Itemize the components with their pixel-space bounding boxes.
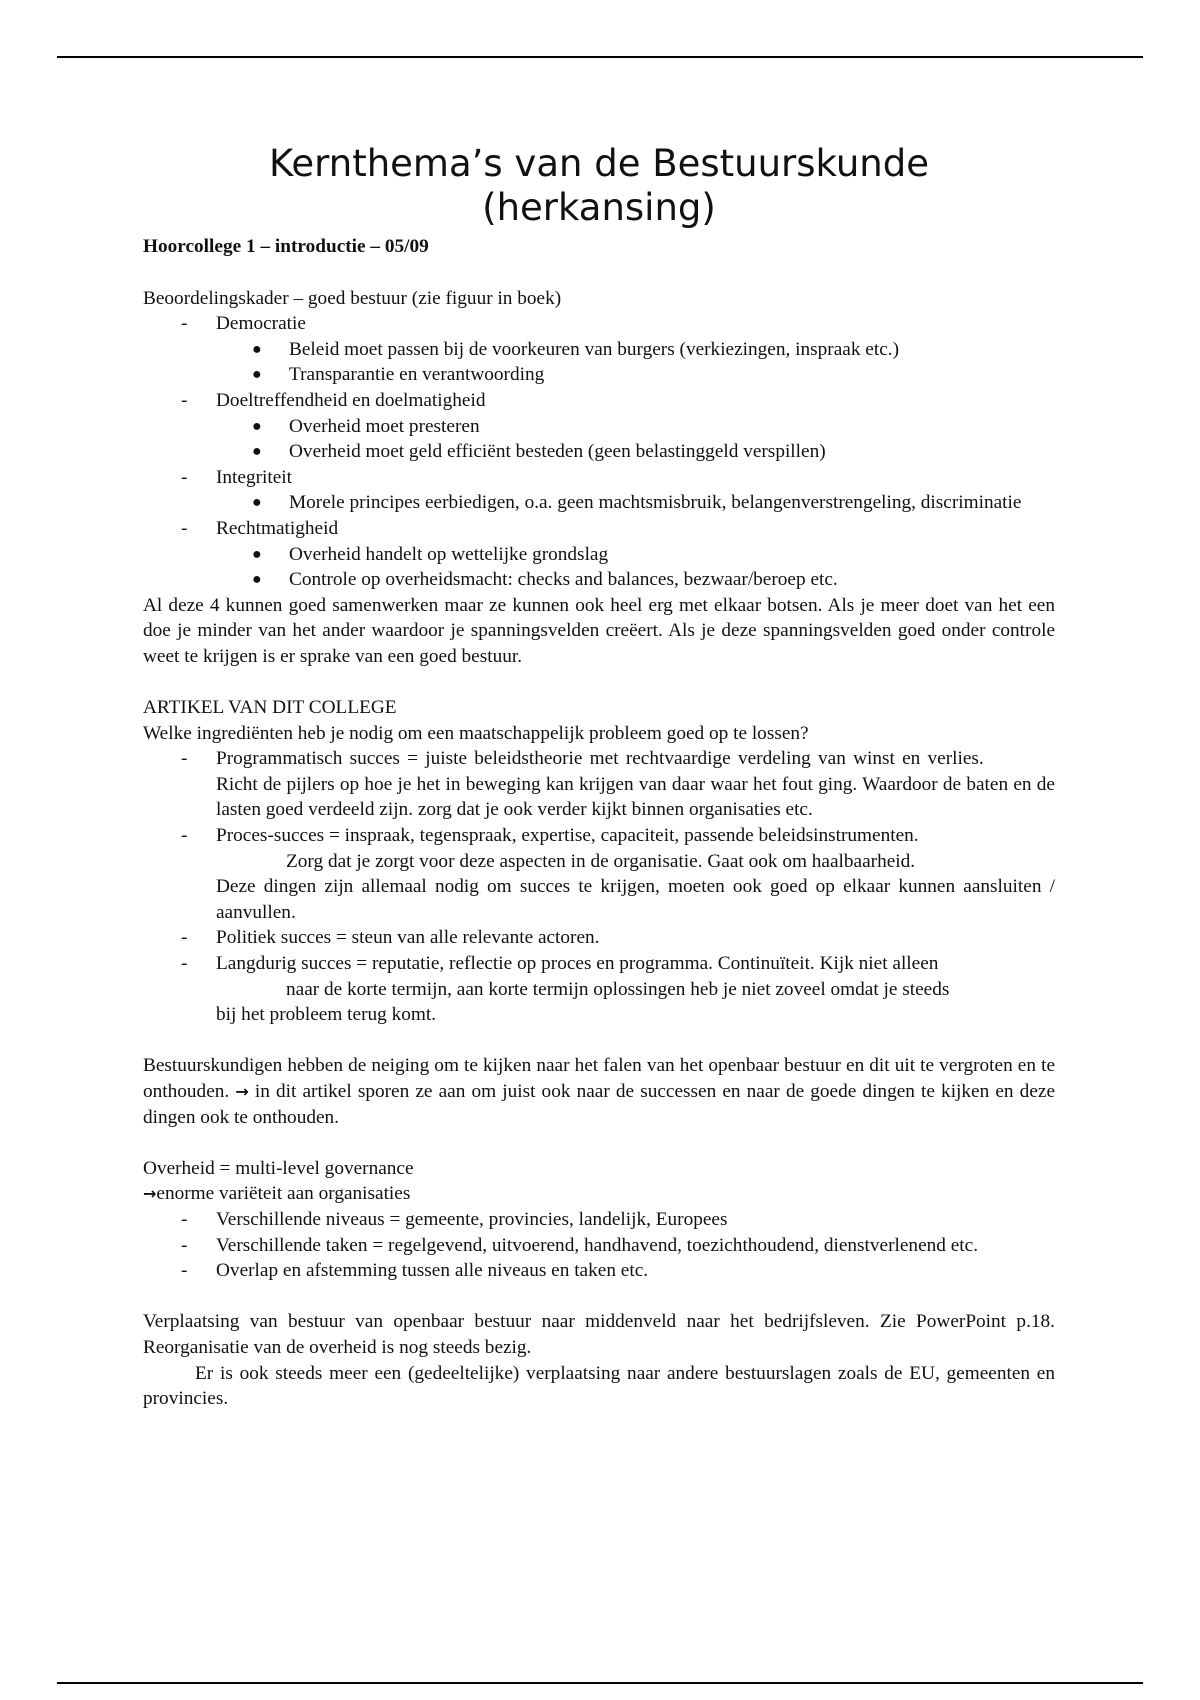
framework-item-label: Democratie xyxy=(216,313,306,335)
dash-marker: - xyxy=(181,517,188,539)
title-line-2: (herkansing) xyxy=(482,186,716,229)
bullet-marker: ● xyxy=(252,494,262,512)
document-body xyxy=(143,142,1055,1412)
governance-item xyxy=(143,1233,1055,1259)
success-item-text: Proces-succes = inspraak, tegenspraak, expertise, capaciteit, passende beleidsinstrumenten. xyxy=(216,825,919,847)
shift-section xyxy=(143,1309,1055,1411)
critique-paragraph xyxy=(143,1053,1055,1130)
framework-subitem xyxy=(216,490,1055,516)
bullet-marker: ● xyxy=(252,443,262,461)
success-item-text: Langdurig succes = reputatie, reflectie op proces en programma. Continuïteit. Kijk niet alleen xyxy=(216,953,939,975)
success-item-note: Deze dingen zijn allemaal nodig om succes te krijgen, moeten ook goed op elkaar kunnen aansluiten / aanvullen. xyxy=(216,876,1055,923)
framework-subitem xyxy=(216,542,1055,568)
document-title xyxy=(143,142,1055,230)
bullet-marker: ● xyxy=(252,340,262,358)
governance-item xyxy=(143,1258,1055,1284)
shift-paragraph-1: Verplaatsing van bestuur van openbaar bestuur naar middenveld naar het bedrijfsleven. Zie PowerPoint p.18. Reorganisatie van de overheid is nog steeds bezig. xyxy=(143,1311,1055,1358)
governance-line-2-text: enorme variëteit aan organisaties xyxy=(156,1183,411,1205)
dash-marker: - xyxy=(181,1234,188,1256)
framework-item xyxy=(143,465,1055,516)
framework-sublist xyxy=(143,337,1055,388)
dash-marker: - xyxy=(181,953,188,975)
success-item-note: naar de korte termijn, aan korte termijn oplossingen heb je niet zoveel omdat je steeds xyxy=(286,978,950,1000)
framework-subitem xyxy=(216,414,1055,440)
dash-marker: - xyxy=(181,748,188,770)
framework-list xyxy=(143,311,1055,593)
article-section xyxy=(143,695,1055,1028)
lecture-heading: Hoorcollege 1 – introductie – 05/09 xyxy=(143,236,429,257)
dash-marker: - xyxy=(181,1260,188,1282)
framework-item-label: Integriteit xyxy=(216,466,293,488)
success-item xyxy=(143,746,1055,823)
framework-section xyxy=(143,286,1055,670)
bullet-marker: ● xyxy=(252,571,262,589)
framework-subitem-text: Controle op overheidsmacht: checks and balances, bezwaar/beroep etc. xyxy=(289,569,838,591)
dash-marker: - xyxy=(181,389,188,411)
success-item-note: Zorg dat je zorgt voor deze aspecten in de organisatie. Gaat ook om haalbaarheid. xyxy=(286,850,916,872)
bullet-marker: ● xyxy=(252,417,262,435)
governance-item-text: Verschillende niveaus = gemeente, provincies, landelijk, Europees xyxy=(216,1208,728,1230)
success-item-note: Richt de pijlers op hoe je het in beweging kan krijgen van daar waar het fout ging. Waardoor de baten en de lasten goed verdeeld zijn. zorg dat je ook verder kijkt binnen organisaties etc. xyxy=(216,773,1055,821)
framework-subitem-text: Transparantie en verantwoording xyxy=(289,364,545,386)
critique-section xyxy=(143,1053,1055,1130)
article-question: Welke ingrediënten heb je nodig om een maatschappelijk probleem goed op te lossen? xyxy=(143,722,809,744)
governance-line-1: Overheid = multi-level governance xyxy=(143,1157,414,1179)
title-line-1: Kernthema’s van de Bestuurskunde xyxy=(269,142,929,185)
arrow-right-icon: → xyxy=(235,1082,249,1101)
governance-item-text: Verschillende taken = regelgevend, uitvoerend, handhavend, toezichthoudend, dienstverlenend etc. xyxy=(216,1234,979,1256)
bullet-marker: ● xyxy=(252,366,262,384)
framework-item-label: Rechtmatigheid xyxy=(216,517,339,539)
framework-item-label: Doeltreffendheid en doelmatigheid xyxy=(216,389,486,411)
framework-subitem-text: Overheid moet geld efficiënt besteden (geen belastinggeld verspillen) xyxy=(289,441,826,463)
framework-intro: Beoordelingskader – goed bestuur (zie figuur in boek) xyxy=(143,287,562,309)
framework-subitem xyxy=(216,337,1055,363)
framework-sublist xyxy=(143,490,1055,516)
critique-text-2: in dit artikel sporen ze aan om juist ook naar de successen en naar de goede dingen te kijken en deze dingen ook te onthouden. xyxy=(143,1081,1055,1128)
success-item-text: Politiek succes = steun van alle relevante actoren. xyxy=(216,927,600,949)
article-heading: ARTIKEL VAN DIT COLLEGE xyxy=(143,697,397,719)
dash-marker: - xyxy=(181,1208,188,1230)
dash-marker: - xyxy=(181,927,188,949)
top-rule xyxy=(57,56,1143,58)
bullet-marker: ● xyxy=(252,545,262,563)
critique-text-1: Bestuurskundigen hebben de neiging om te kijken naar het falen van het openbaar bestuur en dit uit te vergroten en te onthouden. xyxy=(143,1055,1055,1102)
framework-conclusion: Al deze 4 kunnen goed samenwerken maar ze kunnen ook heel erg met elkaar botsen. Als je meer doet van het een doe je minder van het ander waardoor je spanningsvelden creëert. Als je deze spanningsvelden goed onder controle weet te krijgen is er sprake van een goed bestuur. xyxy=(143,594,1055,667)
framework-subitem xyxy=(216,362,1055,388)
framework-item xyxy=(143,311,1055,388)
arrow-right-icon: → xyxy=(143,1184,157,1204)
success-item xyxy=(143,823,1055,925)
framework-item xyxy=(143,516,1055,593)
framework-sublist xyxy=(143,414,1055,465)
framework-sublist xyxy=(143,542,1055,593)
success-list xyxy=(143,746,1055,1028)
framework-subitem-text: Beleid moet passen bij de voorkeuren van burgers (verkiezingen, inspraak etc.) xyxy=(289,338,900,360)
dash-marker: - xyxy=(181,313,188,335)
success-item xyxy=(143,951,1055,1028)
governance-list xyxy=(143,1207,1055,1284)
shift-paragraph-2: Er is ook steeds meer een (gedeeltelijke) verplaatsing naar andere bestuurslagen zoals de EU, gemeenten en provincies. xyxy=(143,1362,1055,1410)
framework-subitem-text: Morele principes eerbiedigen, o.a. geen machtsmisbruik, belangenverstrengeling, discriminatie xyxy=(289,492,1022,514)
success-item xyxy=(143,925,1055,951)
bottom-rule xyxy=(57,1682,1143,1684)
success-item-text: Programmatisch succes = juiste beleidstheorie met rechtvaardige verdeling van winst en verlies. xyxy=(216,748,984,770)
framework-subitem-text: Overheid handelt op wettelijke grondslag xyxy=(289,543,609,565)
success-item-note: bij het probleem terug komt. xyxy=(216,1004,437,1026)
framework-subitem xyxy=(216,567,1055,593)
governance-item-text: Overlap en afstemming tussen alle niveaus en taken etc. xyxy=(216,1260,649,1282)
governance-line-2 xyxy=(143,1181,1055,1207)
framework-subitem-text: Overheid moet presteren xyxy=(289,415,480,437)
framework-item xyxy=(143,388,1055,465)
governance-section xyxy=(143,1156,1055,1284)
dash-marker: - xyxy=(181,825,188,847)
governance-item xyxy=(143,1207,1055,1233)
dash-marker: - xyxy=(181,466,188,488)
framework-subitem xyxy=(216,439,1055,465)
